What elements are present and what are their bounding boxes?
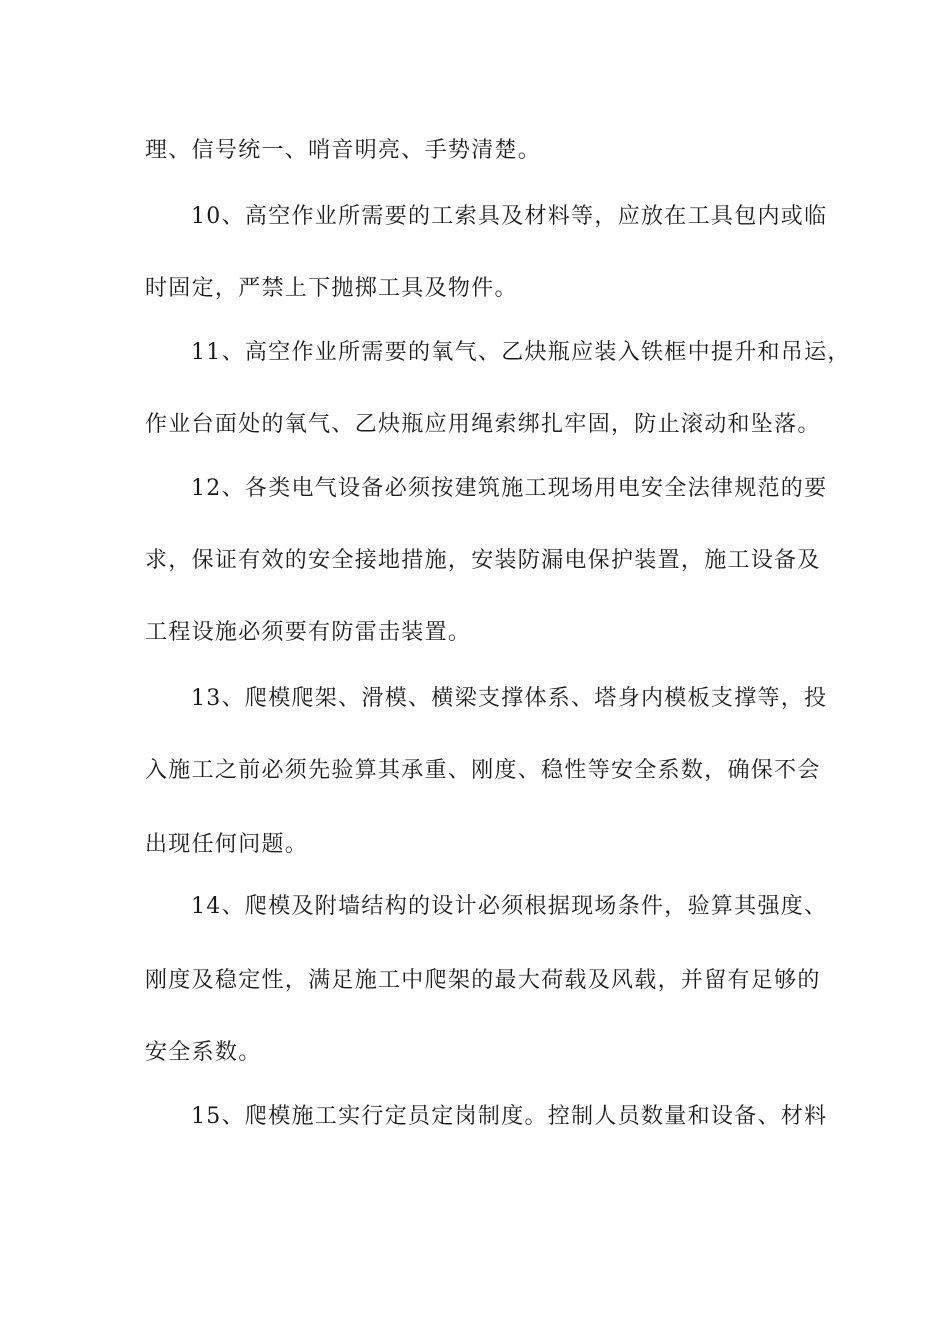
- item-14-line-3: 安全系数。: [145, 1040, 262, 1065]
- item-15-line-1: 15、爬模施工实行定员定岗制度。控制人员数量和设备、材料: [191, 1104, 828, 1129]
- item-12-line-1: 12、各类电气设备必须按建筑施工现场用电安全法律规范的要: [191, 476, 828, 501]
- item-13-line-2: 入施工之前必须先验算其承重、刚度、稳性等安全系数，确保不会: [145, 758, 821, 783]
- item-11-line-2: 作业台面处的氧气、乙炔瓶应用绳索绑扎牢固，防止滚动和坠落。: [145, 412, 821, 437]
- item-12-line-3: 工程设施必须要有防雷击装置。: [145, 620, 472, 645]
- item-13-line-1: 13、爬模爬架、滑模、横梁支撑体系、塔身内模板支撑等，投: [191, 686, 828, 711]
- text-line: 理、信号统一、哨音明亮、手势清楚。: [145, 138, 542, 163]
- item-14-line-1: 14、爬模及附墙结构的设计必须根据现场条件，验算其强度、: [191, 894, 828, 919]
- item-12-line-2: 求，保证有效的安全接地措施，安装防漏电保护装置，施工设备及: [145, 548, 821, 573]
- item-13-line-3: 出现任何问题。: [145, 832, 309, 857]
- item-11-line-1: 11、高空作业所需要的氧气、乙炔瓶应装入铁框中提升和吊运，: [191, 340, 851, 365]
- item-10-line-1: 10、高空作业所需要的工索具及材料等，应放在工具包内或临: [191, 204, 828, 229]
- item-14-line-2: 刚度及稳定性，满足施工中爬架的最大荷载及风载，并留有足够的: [145, 968, 821, 993]
- item-10-line-2: 时固定，严禁上下抛掷工具及物件。: [145, 276, 518, 301]
